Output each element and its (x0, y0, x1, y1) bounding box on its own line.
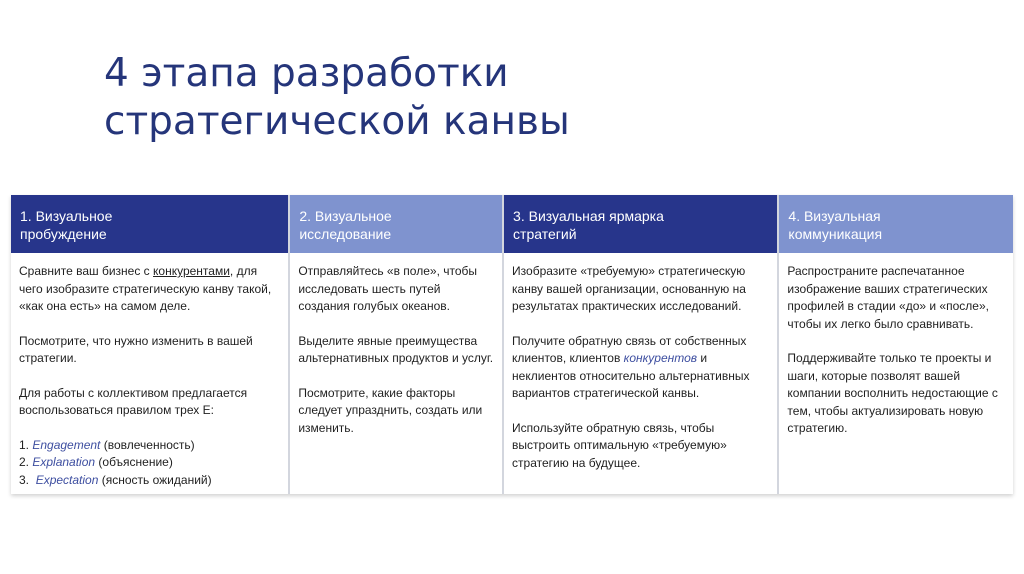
title-line-1: 4 этапа разработки (104, 51, 509, 96)
stage-header-3 (504, 195, 777, 253)
stage-3-p2-text: Получите обратную связь от собственных клиентов, клиентов (512, 333, 747, 365)
stage-header-1-line-2: пробуждение (20, 226, 107, 242)
list-term: Explanation (32, 455, 96, 469)
list-description: (ясность ожиданий) (98, 472, 212, 487)
stage-body-4 (779, 253, 1013, 494)
stage-body-2 (290, 253, 502, 494)
list-term: Engagement (32, 437, 101, 452)
stage-header-3-line-1: 3. Визуальная ярмарка (513, 208, 664, 224)
stage-header-2 (290, 195, 502, 253)
stage-column-2 (290, 195, 504, 494)
stage-3-p2-text-end: и неклиентов относительно альтернативных вариантов стратегической канвы. (512, 351, 750, 400)
competitors-emphasis: конкурентов (623, 351, 698, 365)
title-line-2: стратегической канвы (104, 99, 570, 144)
stage-column-4 (779, 195, 1013, 494)
stage-header-1-line-1: 1. Визуальное (20, 208, 113, 224)
stage-1-paragraph-3: Для работы с коллективом предлагается воспользоваться правилом трех Е: (19, 385, 248, 417)
stage-body-1 (11, 253, 288, 494)
stage-4-paragraph-1: Распространите распечатанное изображение ваших стратегических профилей в стадии «до» и «после», чтобы их легко было сравнивать. (787, 264, 989, 331)
stage-header-4-line-1: 4. Визуальная (788, 208, 881, 224)
stage-header-4 (779, 195, 1013, 253)
list-term: Expectation (35, 472, 99, 487)
stage-3-paragraph-3: Используйте обратную связь, чтобы выстроить оптимальную «требуемую» стратегию на будущее. (512, 420, 727, 470)
stage-2-paragraph-3: Посмотрите, какие факторы следует упразднить, создать или изменить. (298, 385, 483, 435)
slide-title (104, 50, 804, 146)
stage-header-4-line-2: коммуникация (788, 226, 883, 242)
list-number: 2. (19, 455, 33, 469)
stage-body-3 (504, 253, 777, 494)
three-e-list (19, 437, 280, 490)
list-item (19, 472, 280, 490)
stage-header-2-line-2: исследование (299, 226, 392, 242)
stage-1-paragraph-1 (19, 263, 280, 316)
stage-1-paragraph-2: Посмотрите, что нужно изменить в вашей стратегии. (19, 333, 253, 365)
list-number: 3. (19, 472, 36, 487)
list-number: 1. (19, 437, 33, 452)
stage-header-1 (11, 195, 288, 253)
stage-3-paragraph-1: Изобразите «требуемую» стратегическую канву вашей организации, основанную на результатах практических исследований. (512, 264, 746, 313)
list-item (19, 437, 280, 455)
stage-column-3 (504, 195, 779, 494)
competitors-link[interactable]: конкурентами (153, 264, 230, 278)
list-description: (объяснение) (95, 455, 173, 469)
list-description: (вовлеченность) (100, 437, 195, 452)
stage-header-2-line-1: 2. Визуальное (299, 208, 392, 224)
stage-header-3-line-2: стратегий (513, 226, 577, 242)
stage-2-paragraph-2: Выделите явные преимущества альтернативных продуктов и услуг. (298, 333, 494, 365)
stage-4-paragraph-2: Поддерживайте только те проекты и шаги, которые позволят вашей компании восполнить недостающие с тем, чтобы актуализировать новую стратегию. (787, 351, 998, 435)
stage-1-p1-text-end: , для чего изобразите стратегическую канву такой, «как она есть» на самом деле. (19, 264, 272, 313)
stage-1-p1-text: Сравните ваш бизнес с (19, 264, 154, 278)
stage-3-paragraph-2 (512, 333, 769, 403)
stage-2-paragraph-1: Отправляйтесь «в поле», чтобы исследовать шесть путей создания голубых океанов. (298, 264, 478, 313)
list-item (19, 454, 280, 472)
stages-table (11, 195, 1013, 494)
stage-column-1 (11, 195, 290, 494)
